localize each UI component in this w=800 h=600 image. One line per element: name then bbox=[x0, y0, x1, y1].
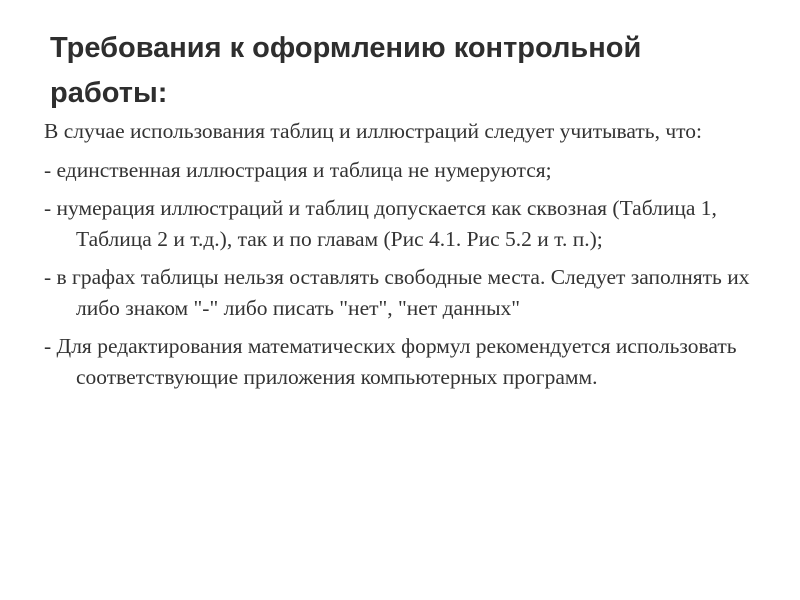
slide-title: Требования к оформлению контрольной работы: bbox=[50, 32, 642, 109]
list-item-math-formulas: - Для редактирования математических формул рекомендуется использовать соответствующие приложения компьютерных программ. bbox=[44, 334, 737, 389]
slide-body bbox=[44, 116, 774, 400]
list-item-numbering: - нумерация иллюстраций и таблиц допускается как сквозная (Таблица 1, Таблица 2 и т.д.), так и по главам (Рис 4.1. Рис 5.2 и т. п.); bbox=[44, 196, 717, 251]
intro-paragraph: В случае использования таблиц и иллюстраций следует учитывать, что: bbox=[44, 119, 702, 143]
list-item-single-illustration: - единственная иллюстрация и таблица не нумеруются; bbox=[44, 157, 552, 182]
list-item-table-cells: - в графах таблицы нельзя оставлять свободные места. Следует заполнять их либо знаком "-" либо писать "нет", "нет данных" bbox=[44, 265, 750, 320]
